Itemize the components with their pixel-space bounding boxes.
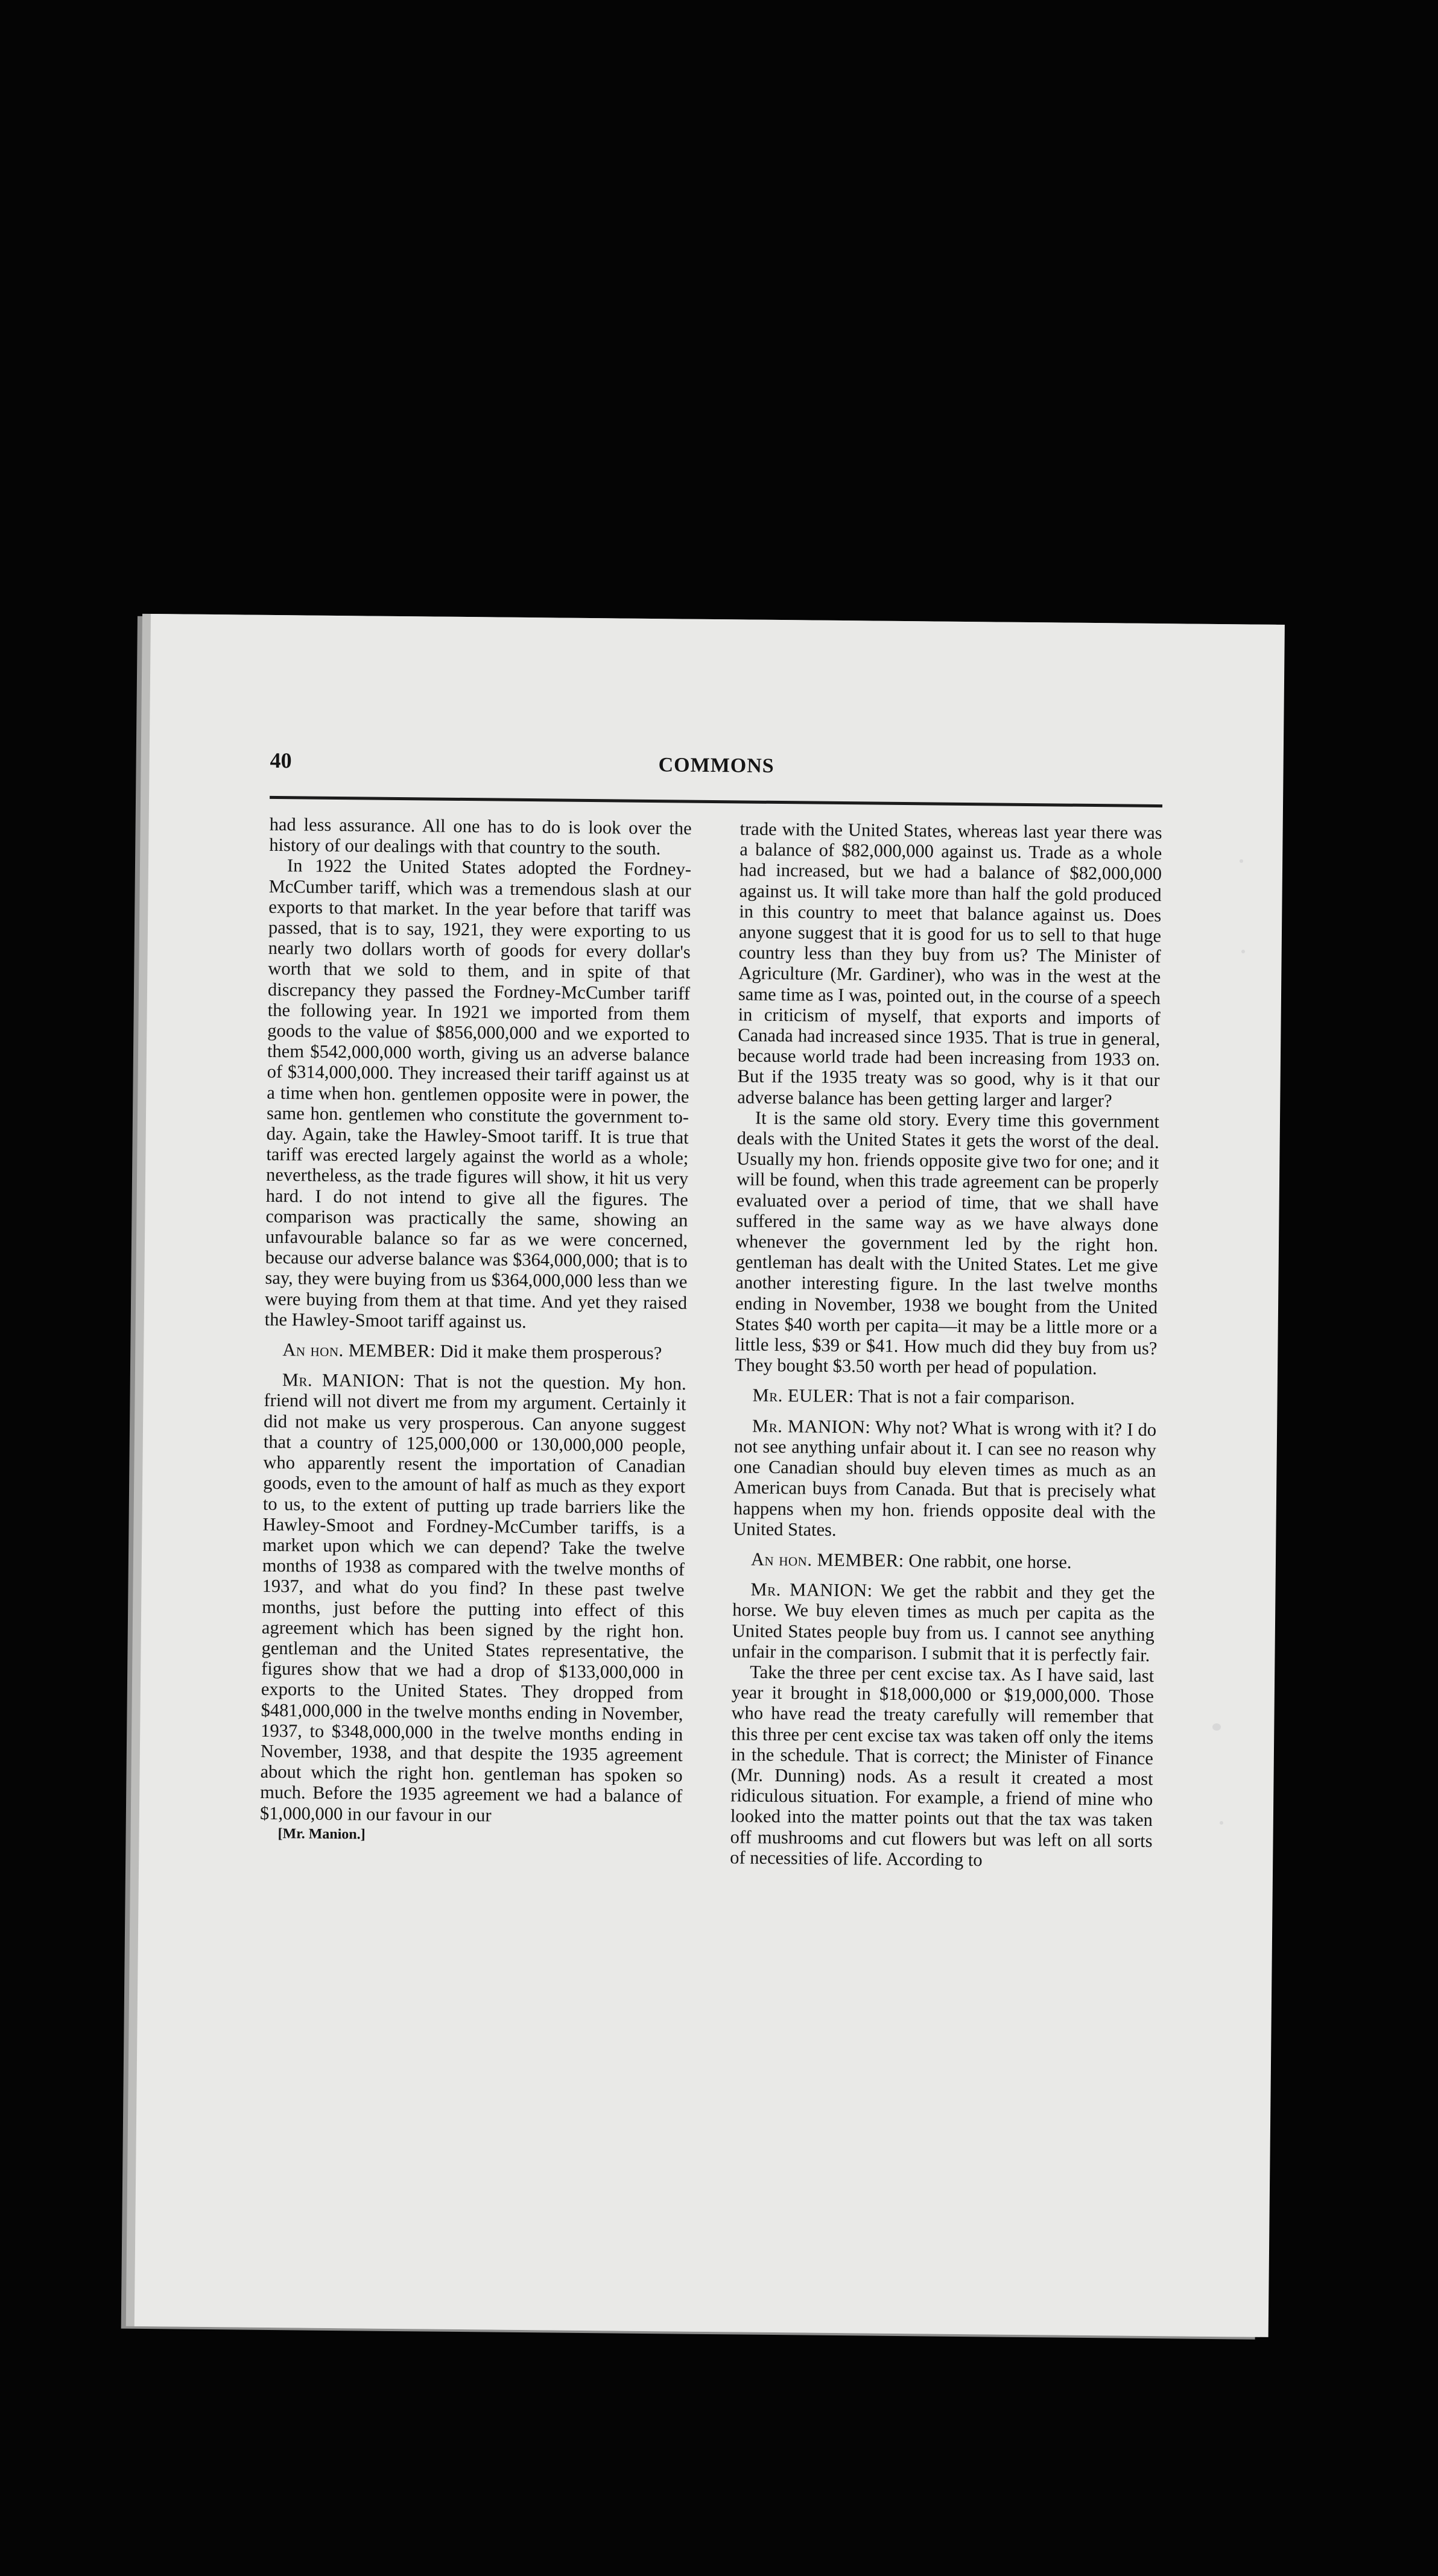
- speaker-name: Mr. EULER:: [752, 1385, 854, 1407]
- running-title: COMMONS: [658, 754, 774, 777]
- paragraph: It is the same old story. Every time this government deals with the United States it gets the worst of the deal. Usually my hon. friends opposite give two for one; and it will be found, when this trade agreement can be properly evaluated over a period of time, that we shall have suffered in the same way as we have always done whenever the government led by the right hon. gentleman has dealt with the United States. Let me give another interesting figure. In the last twelve months ending in November, 1938 we bought from the United States $40 worth per capita—it may be a little more or a little less, $39 or $41. How much did they buy from us? They bought $3.50 worth per head of population.: [734, 1107, 1160, 1379]
- speech: [733, 1415, 1156, 1543]
- dust-speck: [1220, 1821, 1223, 1825]
- speaker-name: Mr. MANION:: [282, 1369, 405, 1392]
- dust-speck: [1241, 950, 1245, 953]
- speaker-name: Mr. MANION:: [750, 1579, 873, 1601]
- speech-interjection: [734, 1385, 1156, 1410]
- speech-text: We get the rabbit and they get the horse. We buy eleven times as much per capita as the United States people buy from us. I cannot see anything unfair in the comparison. I submit that it is perfectly fair.: [732, 1580, 1155, 1665]
- speech-text: One rabbit, one horse.: [904, 1550, 1072, 1573]
- left-column: [259, 814, 691, 1848]
- paragraph: Take the three per cent excise tax. As I have said, last year it brought in $18,000,000 or $19,000,000. Those who have read the treaty carefully will remember that this three per cent excise tax was taken off only the items in the schedule. That is correct; the Minister of Finance (Mr. Dunning) nods. As a result it created a most ridiculous situation. For example, a friend of mine who looked into the matter points out that the tax was taken off mushrooms and cut flowers but was left on all sorts of necessities of life. According to: [730, 1661, 1155, 1870]
- dust-speck: [1240, 859, 1243, 863]
- speaker-name: An hon. MEMBER:: [282, 1339, 436, 1362]
- speech-text: That is not the question. My hon. friend will not divert me from my argument. Certainly it did not make us very prosperous. Can anyone suggest that a country of 125,000,000 or 130,000,000 people, who apparently resent the importation of Canadian goods, even to the amount of half as much as they export to us, to the extent of putting up trade barriers like the Hawley-Smoot and Fordney-McCumber tariffs, is a market upon which we can depend? Take the twelve months of 1938 as compared with the twelve months of 1937, and what do you find? In these past twelve months, just before the putting into effect of this agreement which has been signed by the right hon. gentleman and the United States representative, the figures show that we had a drop of $133,000,000 in exports to the United States. They dropped from $481,000,000 in the twelve months ending in November, 1937, to $348,000,000 in the twelve months ending in November, 1938, and that despite the 1935 agreement about which the right hon. gentleman has spoken so much. Before the 1935 agreement we had a balance of $1,000,000 in our favour in our: [259, 1371, 686, 1826]
- speech-text: That is not a fair comparison.: [854, 1386, 1075, 1409]
- speaker-name: Mr. MANION:: [752, 1415, 871, 1438]
- speech-interjection: [733, 1548, 1155, 1573]
- speech-interjection: [264, 1339, 686, 1364]
- header-rule: [270, 796, 1162, 807]
- scanned-page: [135, 614, 1285, 2337]
- speech-text: Did it make them prosperous?: [435, 1340, 662, 1364]
- paragraph: In 1922 the United States adopted the Fordney-McCumber tariff, which was a tremendous slash at our exports to that market. In the year before that tariff was passed, that is to say, 1921, they were exporting to us nearly two dollars worth of goods for every dollar's worth that we sold to them, and in spite of that discrepancy they passed the Fordney-McCumber tariff the following year. In 1921 we imported from them goods to the value of $856,000,000 and we exported to them $542,000,000 worth, giving us an adverse balance of $314,000,000. They increased their tariff against us at a time when hon. gentlemen opposite were in power, the same hon. gentlemen who constitute the government to-day. Again, take the Hawley-Smoot tariff. It is true that tariff was erected largely against the world as a whole; nevertheless, as the trade figures will show, it hit us very hard. I do not intend to give all the figures. The comparison was practically the same, showing an unfavourable balance so far as we were concerned, because our adverse balance was $364,000,000; that is to say, they were buying from us $364,000,000 less than we were buying from them at that time. And yet they raised the Hawley-Smoot tariff against us.: [264, 855, 692, 1332]
- page-number: 40: [270, 748, 292, 773]
- dust-speck: [1212, 1723, 1221, 1731]
- page-header: [270, 748, 1163, 792]
- speech: [260, 1369, 686, 1827]
- speech: [732, 1579, 1155, 1665]
- paragraph: had less assurance. All one has to do is look over the history of our dealings with that country to the south.: [269, 813, 692, 859]
- right-column: [730, 818, 1162, 1872]
- speaker-name: An hon. MEMBER:: [750, 1548, 904, 1571]
- paragraph: trade with the United States, whereas last year there was a balance of $82,000,000 against us. Trade as a whole had increased, but we had a balance of $82,000,000 against us. It will take more than half the gold produced in this country to meet that balance against us. Does anyone suggest that it is good for us to sell to that huge country less than they buy from us? The Minister of Agriculture (Mr. Gardiner), who was in the west at the same time as I was, pointed out, in the course of a speech in criticism of myself, that exports and imports of Canada had increased since 1935. That is true in general, because world trade had been increasing from 1933 on. But if the 1935 treaty was so good, why is it that our adverse balance has been getting larger and larger?: [737, 818, 1162, 1111]
- speech-text: Why not? What is wrong with it? I do not see anything unfair about it. I can see no reason why one Canadian should buy eleven times as much as an American buys from Canada. But that is precisely what happens when my hon. friends opposite deal with the United States.: [733, 1416, 1157, 1540]
- speaker-footnote: [Mr. Manion.]: [277, 1825, 366, 1843]
